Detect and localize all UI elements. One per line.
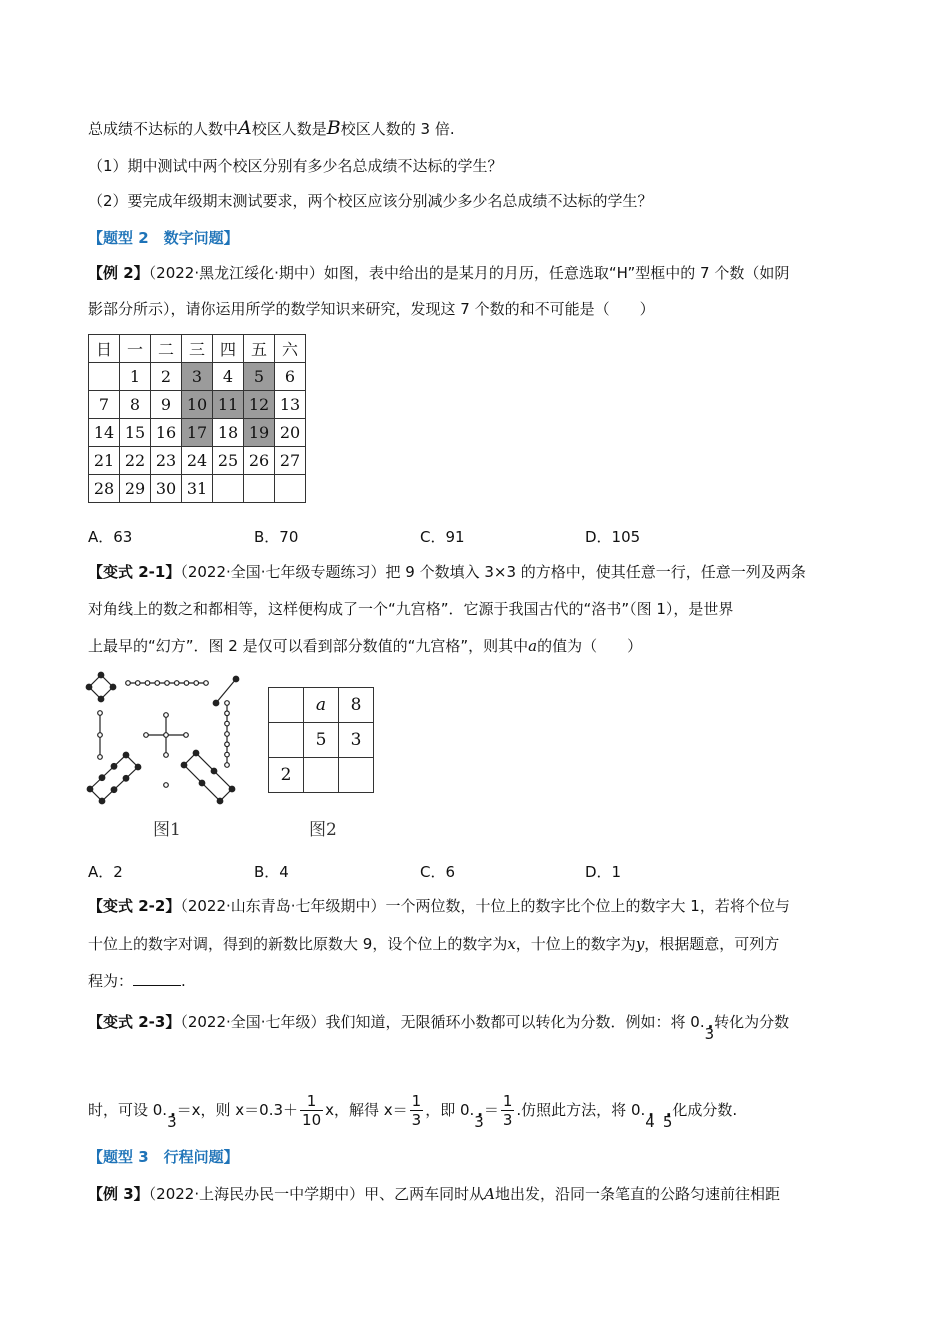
calendar-header-cell: 六 (275, 335, 306, 363)
calendar-cell: 7 (89, 391, 120, 419)
calendar-cell: 14 (89, 419, 120, 447)
variant-2-1-line-3: 上最早的“幻方”．图 2 是仅可以看到部分数值的“九宫格”，则其中a的值为（ ） (88, 637, 643, 655)
fraction-1-3: $\frac{1}{3}$ (502, 1092, 513, 1129)
calendar-row (89, 475, 306, 503)
calendar-header-cell: 一 (120, 335, 151, 363)
example-2-line-2: 影部分所示），请你运用所学的数学知识来研究，发现这 7 个数的和不可能是（ ） (88, 300, 655, 318)
option-d: D．1 (585, 863, 622, 881)
calendar-cell: 26 (244, 447, 275, 475)
calendar-cell: 22 (120, 447, 151, 475)
question-2: （2）要完成年级期末测试要求，两个校区应该分别减少多少名总成绩不达标的学生？ (88, 192, 653, 210)
calendar-header-cell: 日 (89, 335, 120, 363)
grid-cell: a (304, 688, 339, 723)
calendar-cell: 31 (182, 475, 213, 503)
figure-1-caption: 图1 (153, 820, 181, 840)
calendar-cell (275, 475, 306, 503)
calendar-cell: 28 (89, 475, 120, 503)
calendar-cell: 16 (151, 419, 182, 447)
calendar-cell: 20 (275, 419, 306, 447)
section-heading-3: 【题型 3 行程问题】 (88, 1148, 239, 1166)
calendar-cell: 8 (120, 391, 151, 419)
variant-2-3-line-2: 时，可设 0.. 3＝x，则 x＝0.3＋ $\frac{1}{10}$ x，解得 x＝ $\frac{1}{3}$ ，即 0.. 3＝ $\frac{1}{3}$ .仿照此方法，将 0.. 4. 5化成分数. (88, 1090, 737, 1130)
option-c: C．91 (420, 528, 465, 546)
grid-cell: 5 (304, 723, 339, 758)
grid-cell: 3 (339, 723, 374, 758)
calendar-cell: 13 (275, 391, 306, 419)
calendar-row (89, 447, 306, 475)
grid-cell (269, 688, 304, 723)
calendar-header-cell: 三 (182, 335, 213, 363)
calendar-cell: 25 (213, 447, 244, 475)
calendar-row (89, 391, 306, 419)
grid-row (269, 723, 374, 758)
grid-cell (339, 758, 374, 793)
calendar-cell: 29 (120, 475, 151, 503)
calendar-cell: 11 (213, 391, 244, 419)
question-1: （1）期中测试中两个校区分别有多少名总成绩不达标的学生？ (88, 157, 503, 175)
grid-row (269, 688, 374, 723)
calendar-cell: 9 (151, 391, 182, 419)
calendar-cell: 4 (213, 363, 244, 391)
calendar-cell: 27 (275, 447, 306, 475)
intro-line: 总成绩不达标的人数中A校区人数是B校区人数的 3 倍. (88, 117, 455, 139)
calendar-header-cell: 五 (244, 335, 275, 363)
grid-cell (269, 723, 304, 758)
repeating-digit: . 3 (474, 1102, 484, 1142)
option-a: A．2 (88, 863, 123, 881)
calendar-table (88, 334, 306, 503)
repeating-digit: . 4 (645, 1102, 655, 1142)
variant-2-2-line-3: 程为： . (88, 972, 186, 990)
calendar-header-cell: 二 (151, 335, 182, 363)
calendar-row (89, 363, 306, 391)
example-2-line-1: 【例 2】（2022·黑龙江绥化·期中）如图，表中给出的是某月的月历，任意选取“H”型框中的 7 个数（如阴 (88, 264, 790, 282)
option-b: B．4 (254, 863, 289, 881)
calendar-cell: 21 (89, 447, 120, 475)
calendar-cell: 10 (182, 391, 213, 419)
calendar-cell: 19 (244, 419, 275, 447)
calendar-cell: 6 (275, 363, 306, 391)
calendar-header-row (89, 335, 306, 363)
calendar-cell: 12 (244, 391, 275, 419)
option-a: A．63 (88, 528, 133, 546)
variant-2-1-line-1: 【变式 2-1】（2022·全国·七年级专题练习）把 9 个数填入 3×3 的方格中，使其任意一行，任意一列及两条 (88, 563, 806, 581)
grid-row (269, 758, 374, 793)
calendar-cell: 30 (151, 475, 182, 503)
option-c: C．6 (420, 863, 456, 881)
grid-cell (304, 758, 339, 793)
calendar-cell: 3 (182, 363, 213, 391)
calendar-row (89, 419, 306, 447)
fraction-1-10: $\frac{1}{10}$ (302, 1092, 322, 1129)
option-b: B．70 (254, 528, 299, 546)
calendar-cell: 1 (120, 363, 151, 391)
calendar-cell: 2 (151, 363, 182, 391)
luoshu-figure (80, 665, 250, 815)
example-3-line-1: 【例 3】（2022·上海民办民一中学期中）甲、乙两车同时从A地出发，沿同一条笔直的公路匀速前往相距 (88, 1185, 780, 1203)
figure-2-caption: 图2 (309, 820, 337, 840)
calendar-cell: 17 (182, 419, 213, 447)
calendar-cell (213, 475, 244, 503)
calendar-cell (244, 475, 275, 503)
calendar-cell: 18 (213, 419, 244, 447)
repeating-digit: . 5 (663, 1102, 673, 1142)
magic-square-grid (268, 687, 374, 793)
calendar-cell: 5 (244, 363, 275, 391)
calendar-cell: 23 (151, 447, 182, 475)
variant-2-2-line-2: 十位上的数字对调，得到的新数比原数大 9，设个位上的数字为x，十位上的数字为y，根据题意，可列方 (88, 935, 780, 953)
variant-2-2-line-1: 【变式 2-2】（2022·山东青岛·七年级期中）一个两位数，十位上的数字比个位上的数字大 1，若将个位与 (88, 897, 790, 915)
section-heading-2: 【题型 2 数字问题】 (88, 229, 239, 247)
calendar-header-cell: 四 (213, 335, 244, 363)
repeating-digit: . 3 (705, 1024, 715, 1044)
calendar-cell: 15 (120, 419, 151, 447)
calendar-cell (89, 363, 120, 391)
option-d: D．105 (585, 528, 641, 546)
grid-cell: 8 (339, 688, 374, 723)
variant-2-3-line-1: 【变式 2-3】（2022·全国·七年级）我们知道，无限循环小数都可以转化为分数．例如：将 0.. 3转化为分数 (88, 1012, 789, 1032)
variant-2-1-line-2: 对角线上的数之和都相等，这样便构成了一个“九宫格”．它源于我国古代的“洛书”（图 1），是世界 (88, 600, 734, 618)
grid-cell: 2 (269, 758, 304, 793)
repeating-digit: . 3 (167, 1102, 177, 1142)
answer-blank[interactable] (133, 985, 181, 986)
fraction-1-3: $\frac{1}{3}$ (411, 1092, 422, 1129)
calendar-cell: 24 (182, 447, 213, 475)
